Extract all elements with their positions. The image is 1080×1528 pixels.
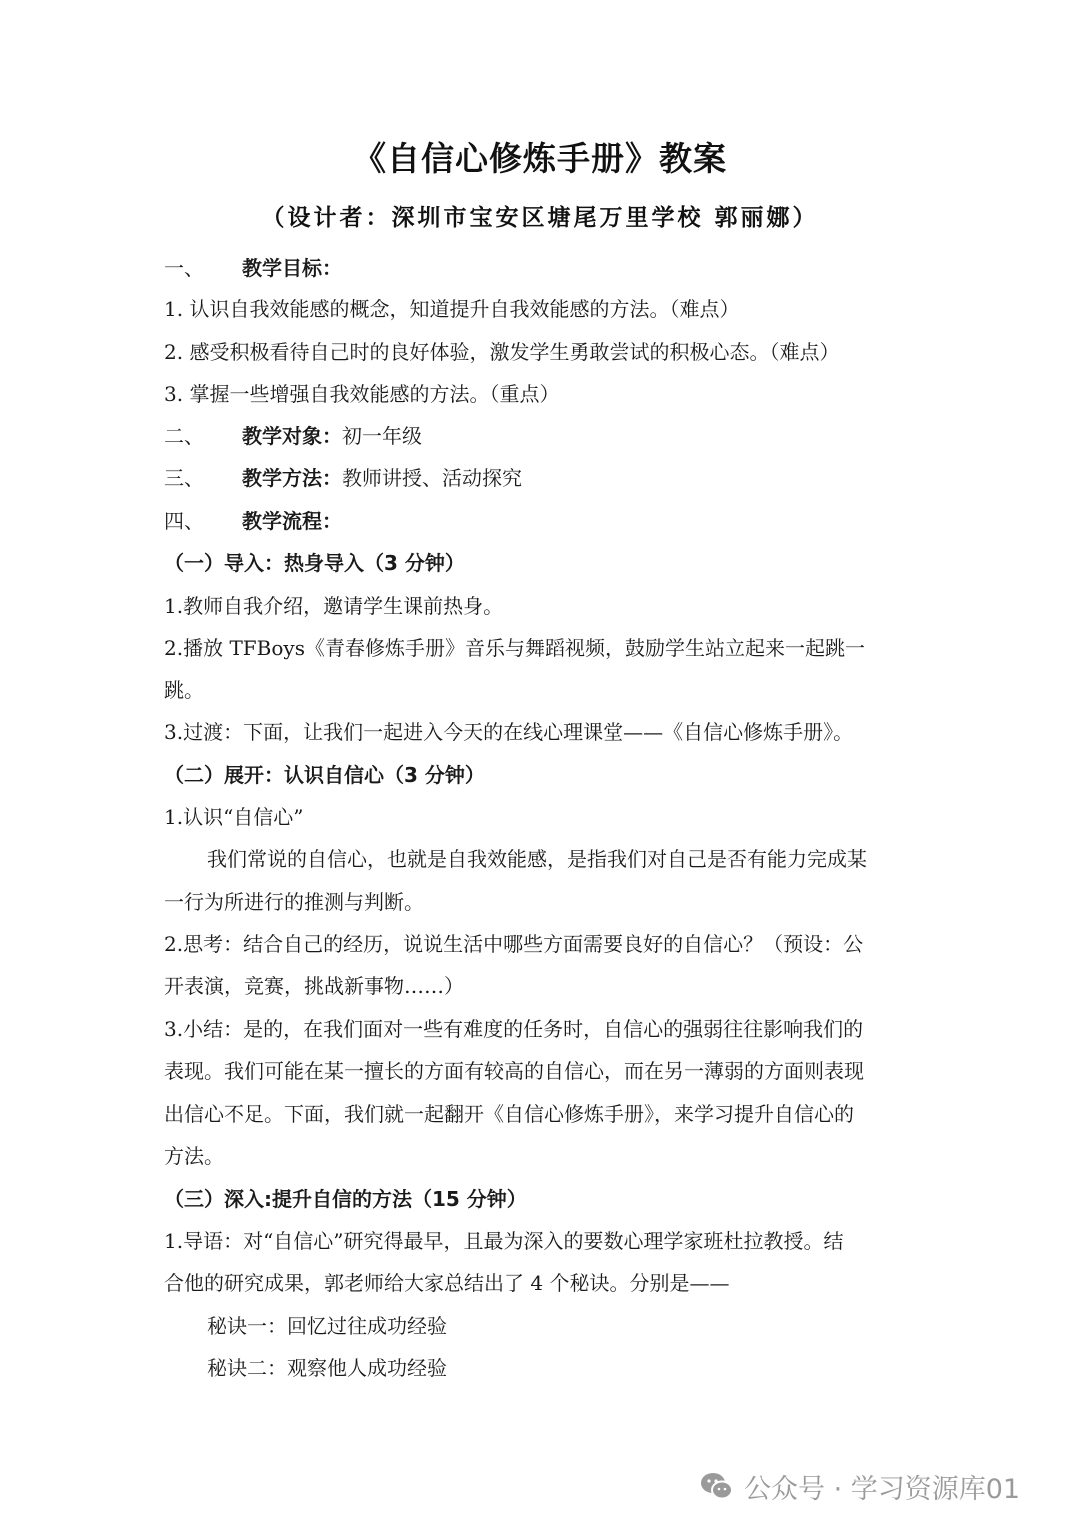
section-label: 教学对象： — [242, 424, 342, 448]
paragraph-line: 跳。 — [164, 678, 204, 702]
paragraph-line: 3.小结：是的，在我们面对一些有难度的任务时，自信心的强弱往往影响我们的 — [164, 1017, 864, 1041]
paragraph-line: 1.教师自我介绍，邀请学生课前热身。 — [164, 594, 504, 618]
section-label: 教学方法： — [242, 466, 342, 490]
secret-item: 秘诀二：观察他人成功经验 — [207, 1356, 447, 1380]
document-title: 《自信心修炼手册》教案 — [353, 139, 727, 178]
section-heading — [164, 424, 924, 448]
section-number: 三、 — [164, 466, 204, 490]
part-heading: （一）导入：热身导入（3 分钟） — [164, 551, 465, 575]
paragraph-line: 出信心不足。下面，我们就一起翻开《自信心修炼手册》，来学习提升自信心的 — [164, 1102, 854, 1126]
section-value: 教师讲授、活动探究 — [342, 466, 522, 490]
part-heading: （三）深入:提升自信的方法（15 分钟） — [164, 1187, 527, 1211]
paragraph-line: 2.思考：结合自己的经历，说说生活中哪些方面需要良好的自信心？（预设：公 — [164, 932, 864, 956]
part-heading: （二）展开：认识自信心（3 分钟） — [164, 763, 485, 787]
section-heading — [164, 509, 924, 533]
section-heading — [164, 466, 924, 490]
section-label: 教学流程： — [242, 509, 342, 533]
paragraph-line: 我们常说的自信心，也就是自我效能感，是指我们对自己是否有能力完成某 — [207, 847, 867, 871]
wechat-icon — [700, 1471, 734, 1501]
goal-item: 1. 认识自我效能感的概念，知道提升自我效能感的方法。（难点） — [164, 297, 740, 321]
paragraph-line: 一行为所进行的推测与判断。 — [164, 890, 424, 914]
paragraph-line: 合他的研究成果，郭老师给大家总结出了 4 个秘诀。分别是—— — [164, 1271, 730, 1295]
watermark — [700, 1466, 1020, 1506]
section-number: 二、 — [164, 424, 204, 448]
paragraph-line: 1.认识“自信心” — [164, 805, 304, 829]
watermark-text: 公众号 · 学习资源库01 — [744, 1473, 1021, 1505]
section-heading — [164, 256, 924, 280]
section-label: 教学目标： — [242, 256, 342, 280]
paragraph-line: 开表演，竞赛，挑战新事物……） — [164, 974, 464, 998]
paragraph-line: 1.导语：对“自信心”研究得最早，且最为深入的要数心理学家班杜拉教授。结 — [164, 1229, 844, 1253]
section-value: 初一年级 — [342, 424, 422, 448]
section-number: 四、 — [164, 509, 204, 533]
goal-item: 2. 感受积极看待自己时的良好体验，激发学生勇敢尝试的积极心态。（难点） — [164, 340, 840, 364]
paragraph-line: 方法。 — [164, 1144, 224, 1168]
goal-item: 3. 掌握一些增强自我效能感的方法。（重点） — [164, 382, 560, 406]
document-subtitle: （设计者：深圳市宝安区塘尾万里学校 郭丽娜） — [261, 204, 819, 231]
paragraph-line: 2.播放 TFBoys《青春修炼手册》音乐与舞蹈视频，鼓励学生站立起来一起跳一 — [164, 636, 865, 660]
paragraph-line: 表现。我们可能在某一擅长的方面有较高的自信心，而在另一薄弱的方面则表现 — [164, 1059, 864, 1083]
section-number: 一、 — [164, 256, 204, 280]
paragraph-line: 3.过渡：下面，让我们一起进入今天的在线心理课堂——《自信心修炼手册》。 — [164, 720, 854, 744]
secret-item: 秘诀一：回忆过往成功经验 — [207, 1314, 447, 1338]
